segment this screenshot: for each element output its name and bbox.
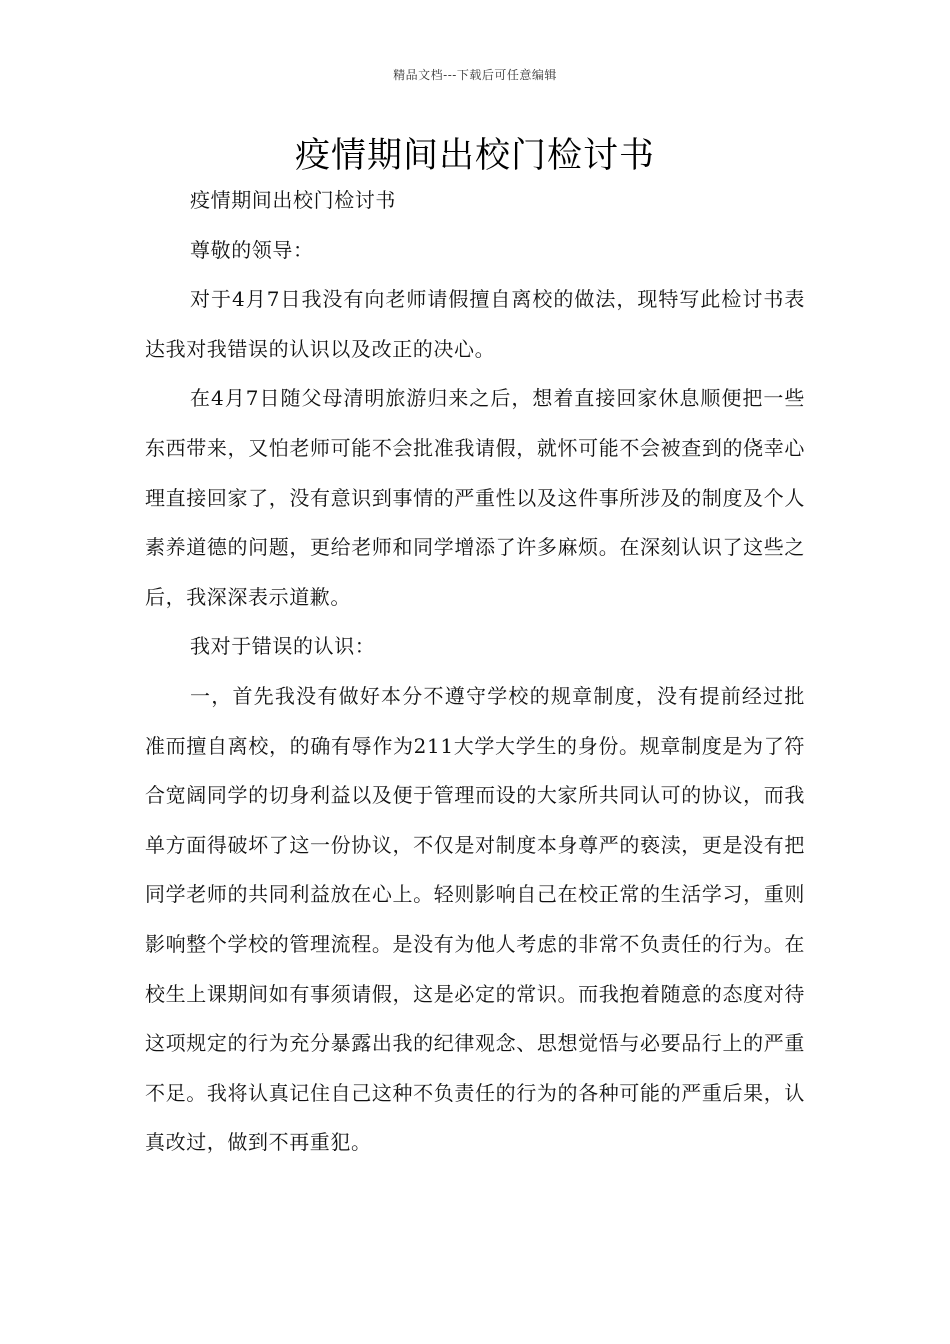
paragraph-subtitle: 疫情期间出校门检讨书 <box>190 188 396 212</box>
document-body <box>145 176 805 1168</box>
paragraph-salutation: 尊敬的领导： <box>190 237 314 262</box>
document-title: 疫情期间出校门检讨书 <box>294 136 655 176</box>
paragraph-account: 在4月7日随父母清明旅游归来之后，想着直接回家休息顺便把一些东西带来，又怕老师可能不会批准我请假，就怀可能不会被查到的侥幸心理直接回家了，没有意识到事情的严重性以及这件事所涉及的制度及个人素养道德的问题，更给老师和同学增添了许多麻烦。在深刻认识了这些之后，我深深表示道歉。 <box>145 386 805 609</box>
paragraph-section-heading: 我对于错误的认识： <box>190 634 376 659</box>
paragraph-intro: 对于4月7日我没有向老师请假擅自离校的做法，现特写此检讨书表达我对我错误的认识以及改正的决心。 <box>145 287 805 361</box>
header-note: 精品文档---下载后可任意编辑 <box>393 68 557 82</box>
paragraph-point-one: 一，首先我没有做好本分不遵守学校的规章制度，没有提前经过批准而擅自离校，的确有辱作为211大学大学生的身份。规章制度是为了符合宽阔同学的切身利益以及便于管理而设的大家所共同认可的协议，而我单方面得破坏了这一份协议，不仅是对制度本身尊严的亵渎，更是没有把同学老师的共同利益放在心上。轻则影响自己在校正常的生活学习，重则影响整个学校的管理流程。是没有为他人考虑的非常不负责任的行为。在校生上课期间如有事须请假，这是必定的常识。而我抱着随意的态度对待这项规定的行为充分暴露出我的纪律观念、思想觉悟与必要品行上的严重不足。我将认真记住自己这种不负责任的行为的各种可能的严重后果，认真改过，做到不再重犯。 <box>145 683 805 1155</box>
